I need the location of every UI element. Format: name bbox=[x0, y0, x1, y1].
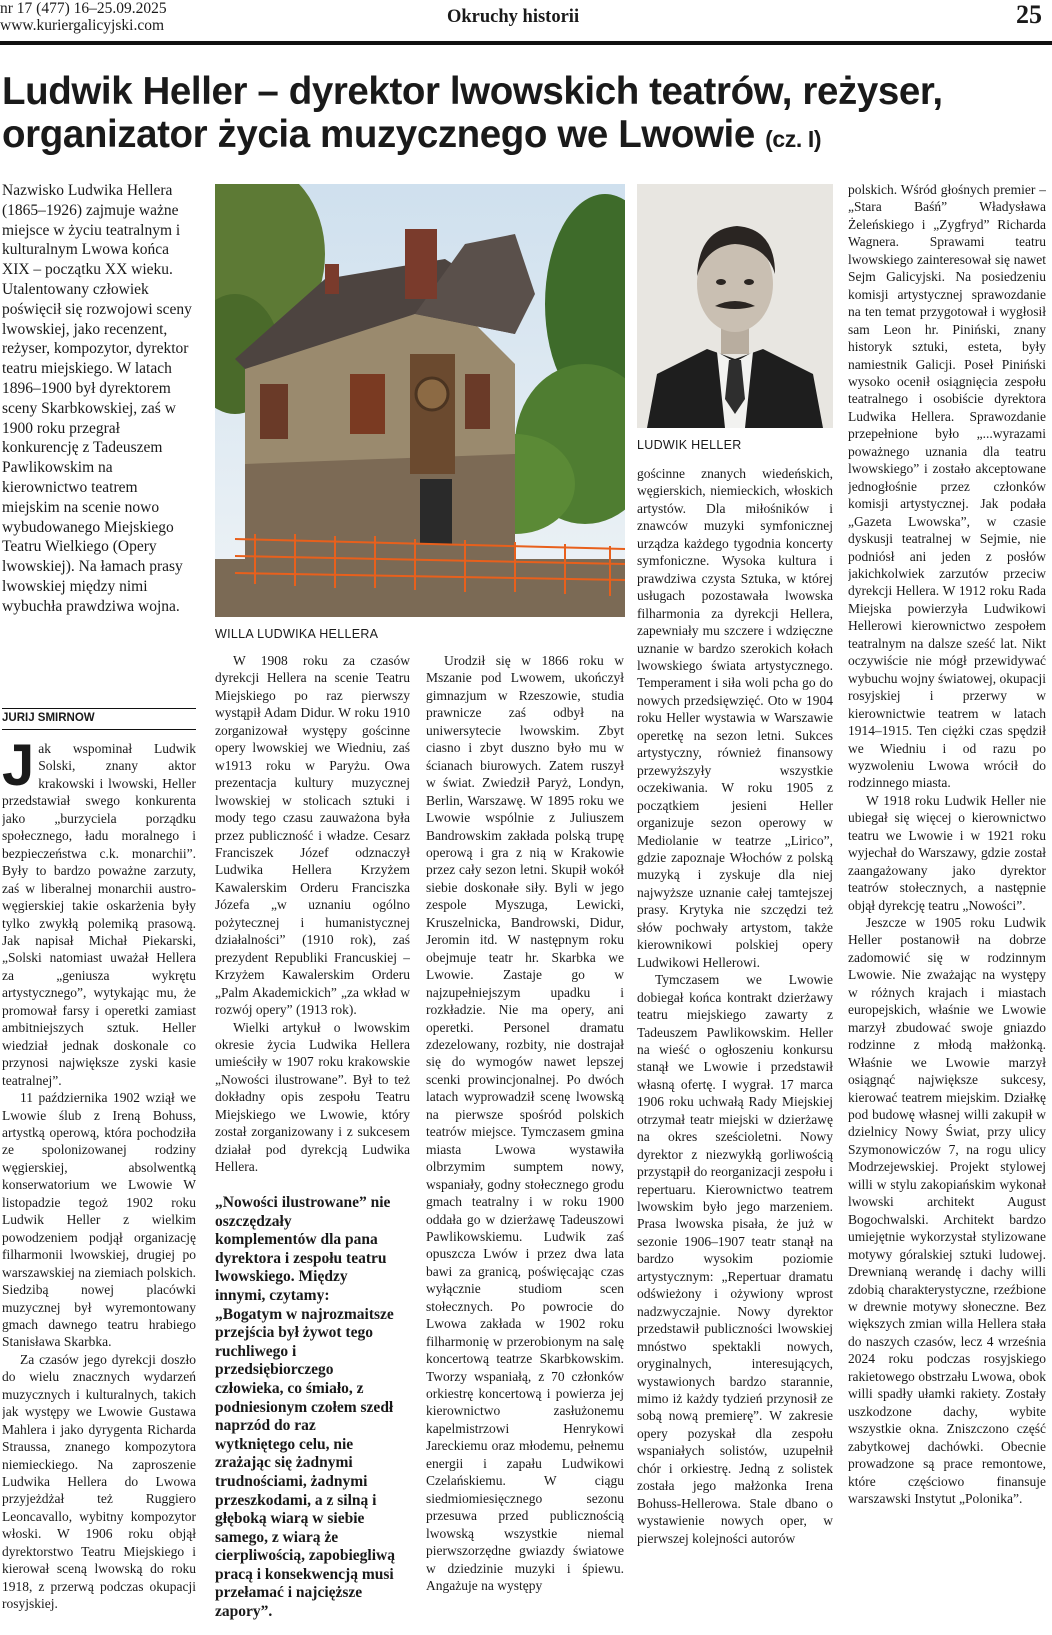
article-paragraph: Urodził się w 1866 roku w Mszanie pod Lwowem, ukończył gimnazjum w Rzeszowie, studia prawnicze zaś odbył na uniwersytecie lwowskim. Zbyt ciasno i zbyt duszno było mu w ścianach biurowych. Zatem ruszył w świat. Zwiedził Paryż, Londyn, Berlin, Warszawę. W 1895 roku we Lwowie wspólnie z Juliuszem Bandrowskim zakłada polską trupę operową i gra z nią w Krakowie przez cały sezon letni. Skupił wokół siebie doskonałe siły. Byli w jego zespole Myszuga, Lewicki, Kruszelnicka, Bandrowski, Didur, Jeromin itd. W następnym roku obejmuje teatr hr. Skarbka we Lwowie. Zastaje go w najzupełniejszym upadku i rozkładzie. Nie ma opery, ani operetki. Personel dramatu zdezelowany, rozbity, nie dostrajał się do wymogów nawet lepszej scenki prowincjonalnej. Po dwóch latach wyprowadził scenę lwowską na pierwsze spośród polskich teatrów miejsce. Tymczasem gmina miasta Lwowa wystawiła olbrzymim sumptem nowy, wspaniały, godny stołecznego grodu gmach teatralny i w roku 1900 oddała go w dzierżawę Tadeuszowi Pawlikowskiemu. Ludwik zaś opuszcza Lwów i przez dwa lata bawi za granicą, poświęcając czas wyłącznie studiom scen stołecznych. Po powrocie do Lwowa zakłada w 1902 roku filharmonię w przerobionym na salę koncertową teatrze Skarbkowskim. Tworzy wspaniałą, z 70 członków orkiestrę koncertową i powierza jej kierownictwo zasłużonemu kapelmistrzowi Henrykowi Jareckiemu oraz młodemu, pełnemu energii i zapału Ludwikowi Czelańskiemu. W ciągu siedmiomiesięcznego sezonu przesuwa przed publicznością lwowską wszystkie niemal pierwszorzędne gwiazdy światowe w dziedzinie muzyki i śpiewu. Angażuje na występy bbox=[426, 653, 624, 1594]
article-paragraph: W 1908 roku za czasów dyrekcji Hellera na scenie Teatru Miejskiego po raz pierwszy wystąpił Adam Didur. W roku 1910 zorganizował występy gościnne opery lwowskiej we Wiedniu, zaś w1913 roku w Paryżu. Owa prezentacja kultury muzycznej lwowskiej w stolicach sztuki i mody tego czasu zauważona była przez publiczność i władze. Cesarz Franciszek Józef odznaczył Ludwika Hellera Krzyżem Kawalerskim Orderu Franciszka Józefa „w uznaniu ogólno pożytecznej i humanistycznej działalności” (1910 rok), zaś prezydent Republiki Francuskiej – Krzyżem Kawalerskim Orderu „Palm Akademickich” „za wkład w rozwój opery” (1913 rok). bbox=[215, 653, 410, 1018]
drop-cap: J bbox=[2, 740, 35, 798]
pull-quote: „Nowości ilustrowane” nie oszczędzały komplementów dla pana dyrektora i zespołu teatru lwowskiego. Między innymi, czytamy: „Bogatym w najrozmaitsze przejścia był żywot tego ruchliwego i przedsiębiorczego człowieka, co śmiało, z podniesionym czołem szedł naprzód do raz wytkniętego celu, nie zrażając się żadnymi trudnościami, żadnymi przeszkodami, a z silną i głęboką wiarą w siebie samego, z wiarą że cierpliwością, zapobiegliwą pracą i konsekwencją musi przełamać i najcięższe zapory”. bbox=[215, 1194, 395, 1621]
article-paragraph: W 1918 roku Ludwik Heller nie ubiegał się więcej o kierownictwo teatru we Lwowie i w 1921 roku wyjechał do Warszawy, gdzie został zaangażowany jako dyrektor teatrów stołecznych, a następnie objął dyrekcję teatru „Nowości”. bbox=[848, 792, 1046, 913]
article-column-5 bbox=[848, 181, 1046, 1633]
article-paragraph: Jeszcze w 1905 roku Ludwik Heller postanowił na dobrze zadomowić się w rodzinnym Lwowie. Nie zważając na występy w różnych krajach i miastach europejskich, właśnie we Lwowie marzył zbudować swoje gniazdo rodzinne z młodą małżonką. Właśnie we Lwowie marzył osiągnąć największe sukcesy, kierować teatrem miejskim. Działkę pod budowę własnej willi zakupił w dzielnicy Nowy Świat, przy ulicy Szymonowiczów 7, na rogu ulicy Modrzejewskiej. Projekt stylowej willi w stylu zakopiańskim wykonał lwowski architekt August Bogochwalski. Architekt bardzo umiejętnie wykorzystał stylizowane motywy góralskiej sztuki ludowej. Drewnianą werandę i dachy willi zdobią charakterystyczne, rzeźbione w drewnie motywy słoneczne. Bez większych zmian willa Hellera stała do naszych czasów, lecz 4 września 2024 roku podczas rosyjskiego rakietowego obstrzału Lwowa, obok willi spadły ułamki rakiety. Zostały uszkodzone dachy, wybite wszystkie okna. Zniszczono część zabytkowej dachówki. Obecnie prowadzone są prace remontowe, które częściowo finansuje warszawski Instytut „Polonika”. bbox=[848, 915, 1046, 1506]
article-title bbox=[2, 70, 1042, 161]
article-paragraph: gościnne znanych wiedeńskich, węgierskich, niemieckich, włoskich artystów. Dla miłośników i znawców muzyki symfonicznej urządza każdego tygodnia koncerty symfoniczne. Wysoka kultura i prawdziwa czysta Sztuka, w której usługach pozostawała lwowska filharmonia za dyrekcji Hellera, zapewniały mu szczere i wdzięczne uznanie w bardzo szerokich kołach lwowskiego świata artystycznego. Temperament i siła woli pcha go do nowych przedsięwzięć. Oto w 1904 roku Heller wystawia w Warszawie operetkę na sezon letni. Sukces artystyczny, również finansowy przewyższyły wszystkie oczekiwania. W roku 1905 z początkiem jesieni Heller organizuje sezon operowy w Mediolanie w teatrze „Lirico”, gdzie zapoznaje Włochów z polską muzyką i zyskuje dla niej najwyższe uznanie całej tamtejszej prasy. Krytyka nie szczędzi też słów pochwały artystom, także kierownikowi polskiej opery Ludwikowi Hellerowi. bbox=[637, 466, 833, 970]
article-paragraph bbox=[2, 740, 196, 1089]
website-link[interactable]: www.kuriergalicyjski.com bbox=[0, 17, 165, 34]
villa-illustration bbox=[215, 184, 625, 617]
page-number: 25 bbox=[1016, 0, 1042, 29]
article-column-4 bbox=[637, 465, 833, 1633]
heller-portrait bbox=[637, 184, 833, 428]
issue-number: nr 17 (477) 16–25.09.2025 bbox=[0, 0, 167, 17]
author-byline: JURIJ SMIRNOW bbox=[2, 712, 95, 724]
article-paragraph: Za czasów jego dyrekcji doszło do wielu znacznych wydarzeń muzycznych i kulturalnych, takich jak występy we Lwowie Gustawa Mahlera i jako dyrygenta Richarda Straussa, znanego kompozytora niemieckiego. Na zaproszenie Ludwika Hellera do Lwowa przyjeżdżał też Ruggiero Leoncavallo, wybitny kompozytor włoski. W 1906 roku objął dyrektorstwo Teatru Miejskiego i kierował sceną lwowską do roku 1918, z przerwą podczas okupacji rosyjskiej. bbox=[2, 1351, 196, 1612]
article-column-2 bbox=[215, 652, 410, 1187]
section-title: Okruchy historii bbox=[447, 7, 580, 27]
article-paragraph: polskich. Wśród głośnych premier – „Stara Baśń” Władysława Żeleńskiego i „Zygfryd” Richarda Wagnera. Sprawami teatru lwowskiego zainteresował się nawet Sejm Galicyjski. Na posiedzeniu komisji artystycznej sprawozdanie na ten temat przygotował i wygłosił sam Leon hr. Piniński, znany historyk sztuki, esteta, były namiestnik Galicji. Poseł Piniński wysoko ocenił osiągnięcia zespołu teatralnego i osobiście dyrektora Ludwika Hellera. Sprawozdanie przepełnione było „...wyrazami poważnego uznania dla teatru lwowskiego” i zostało akceptowane jednogłośnie przez członków komisji artystycznej. Jak podała „Gazeta Lwowska”, w czasie dyskusji teatralnej w Sejmie, nie podniósł ani jeden z posłów jakichkolwiek zarzutów przeciw dyrekcji Hellera. W 1912 roku Rada Miejska powierzyła Ludwikowi Hellerowi kierownictwo zespołem teatralnym na dalsze sześć lat. Nikt oczywiście nie mógł przewidywać wybuchu wojny światowej, okupacji rosyjskiej i przerwy w kierownictwie teatrem w latach 1914–1915. Ten ciężki czas spędził we Wiedniu i od razu po wyzwoleniu Lwowa wrócił do rodzinnego miasta. bbox=[848, 182, 1046, 791]
article-title-part: (cz. I) bbox=[765, 126, 822, 152]
author-rule-bottom bbox=[2, 729, 196, 730]
masthead-info bbox=[0, 0, 167, 34]
villa-caption: WILLA LUDWIKA HELLERA bbox=[215, 627, 379, 641]
article-title-text: Ludwik Heller – dyrektor lwowskich teatrów, reżyser, organizator życia muzycznego we Lwowie bbox=[2, 70, 943, 156]
villa-photo bbox=[215, 184, 625, 617]
article-paragraph: Tymczasem we Lwowie dobiegał końca kontrakt dzierżawy teatru miejskiego zawarty z Tadeuszem Pawlikowskim. Heller na wieść o ogłoszeniu konkursu stanął we Lwowie i przedstawił własną ofertę. I wygrał. 17 marca 1906 roku uchwałą Rady Miejskiej otrzymał teatr miejski w dzierżawę na okres sześcioletni. Nowy dyrektor z niezwykłą gorliwością przystąpił do reorganizacji zespołu i repertuaru. Kierownictwo teatrem lwowskim było jego marzeniem. Prasa lwowska pisała, że już w sezonie 1906–1907 teatr stanął na bardzo wysokim poziomie artystycznym: „Repertuar dramatu odświeżony i ożywiony wprost nadzwyczajnie. Nowy dyrektor przedstawił publiczności lwowskiej mnóstwo spektakli nowych, oryginalnych, interesujących, wystawionych bardzo starannie, mimo iż każdy tydzień przynosił ze sobą nową premierę”. W zakresie opery pozyskał dla zespołu wspaniałych solistów, uzupełnił chór i orkiestrę. Jedną z solistek została jego małżonka Irena Bohuss-Hellerowa. Stale dbano o wystawienie nowych oper, w pierwszej kolejności autorów bbox=[637, 972, 833, 1546]
article-column-1 bbox=[2, 740, 196, 1633]
article-lead: Nazwisko Ludwika Hellera (1865–1926) zajmuje ważne miejsce w życiu teatralnym i kulturalnym Lwowa końca XIX – początku XX wieku. Utalentowany człowiek poświęcił się rozwojowi sceny lwowskiej, jako recenzent, reżyser, kompozytor, dyrektor teatru miejskiego. W latach 1896–1900 był dyrektorem sceny Skarbkowskiej, zaś w 1900 roku przegrał konkurencję z Tadeuszem Pawlikowskim na kierownictwo teatrem miejskim na scenie nowo wybudowanego Miejskiego Teatru Wielkiego (Opery lwowskiej). Na łamach prasy lwowskiej między nimi wybuchła prawdziwa wojna. bbox=[2, 182, 192, 615]
author-rule-top bbox=[2, 708, 196, 709]
portrait-illustration bbox=[637, 184, 833, 428]
article-paragraph: 11 października 1902 wziął we Lwowie ślub z Ireną Bohuss, artystką operową, która pochodziła ze spolonizowanej rodziny węgierskiej, absolwentką konserwatorium we Lwowie W listopadzie tegoż 1902 roku Ludwik Heller z wielkim powodzeniem podjął organizację filharmonii lwowskiej, drugiej po warszawskiej na ziemiach polskich. Siedzibą nowej placówki muzycznej był wyremontowany gmach dawnego teatru hrabiego Stanisława Skarbka. bbox=[2, 1090, 196, 1350]
portrait-caption: LUDWIK HELLER bbox=[637, 438, 742, 452]
paragraph-text: ak wspominał Ludwik Solski, znany aktor krakowski i lwowski, Heller przedstawiał swego konkurenta jako „burzyciela porządku społecznego, ładu moralnego i bezpieczeństwa c.k. monarchii”. Były to bardzo poważne zarzuty, zaś w liberalnej monarchii austro-węgierskiej takie oskarżenia były tylko zwykłą polemiką prasową. Jak napisał Michał Piekarski, „Solski natomiast uważał Hellera za „geniusza wykrętu artystycznego”, wytykając mu, że promował farsy i operetki zamiast ambitniejszych sztuk. Heller wiedział jednak doskonale co przynosi największe zyski kasie teatralnej”. bbox=[2, 741, 196, 1088]
article-column-3 bbox=[426, 652, 624, 1633]
header-rule bbox=[0, 41, 1052, 45]
article-paragraph: Wielki artykuł o lwowskim okresie życia Ludwika Hellera umieściły w 1907 roku krakowskie „Nowości ilustrowane”. Był to też dokładny opis zespołu Teatru Miejskiego we Lwowie, który został zorganizowany i z sukcesem działał pod dyrekcją Ludwika Hellera. bbox=[215, 1019, 410, 1175]
